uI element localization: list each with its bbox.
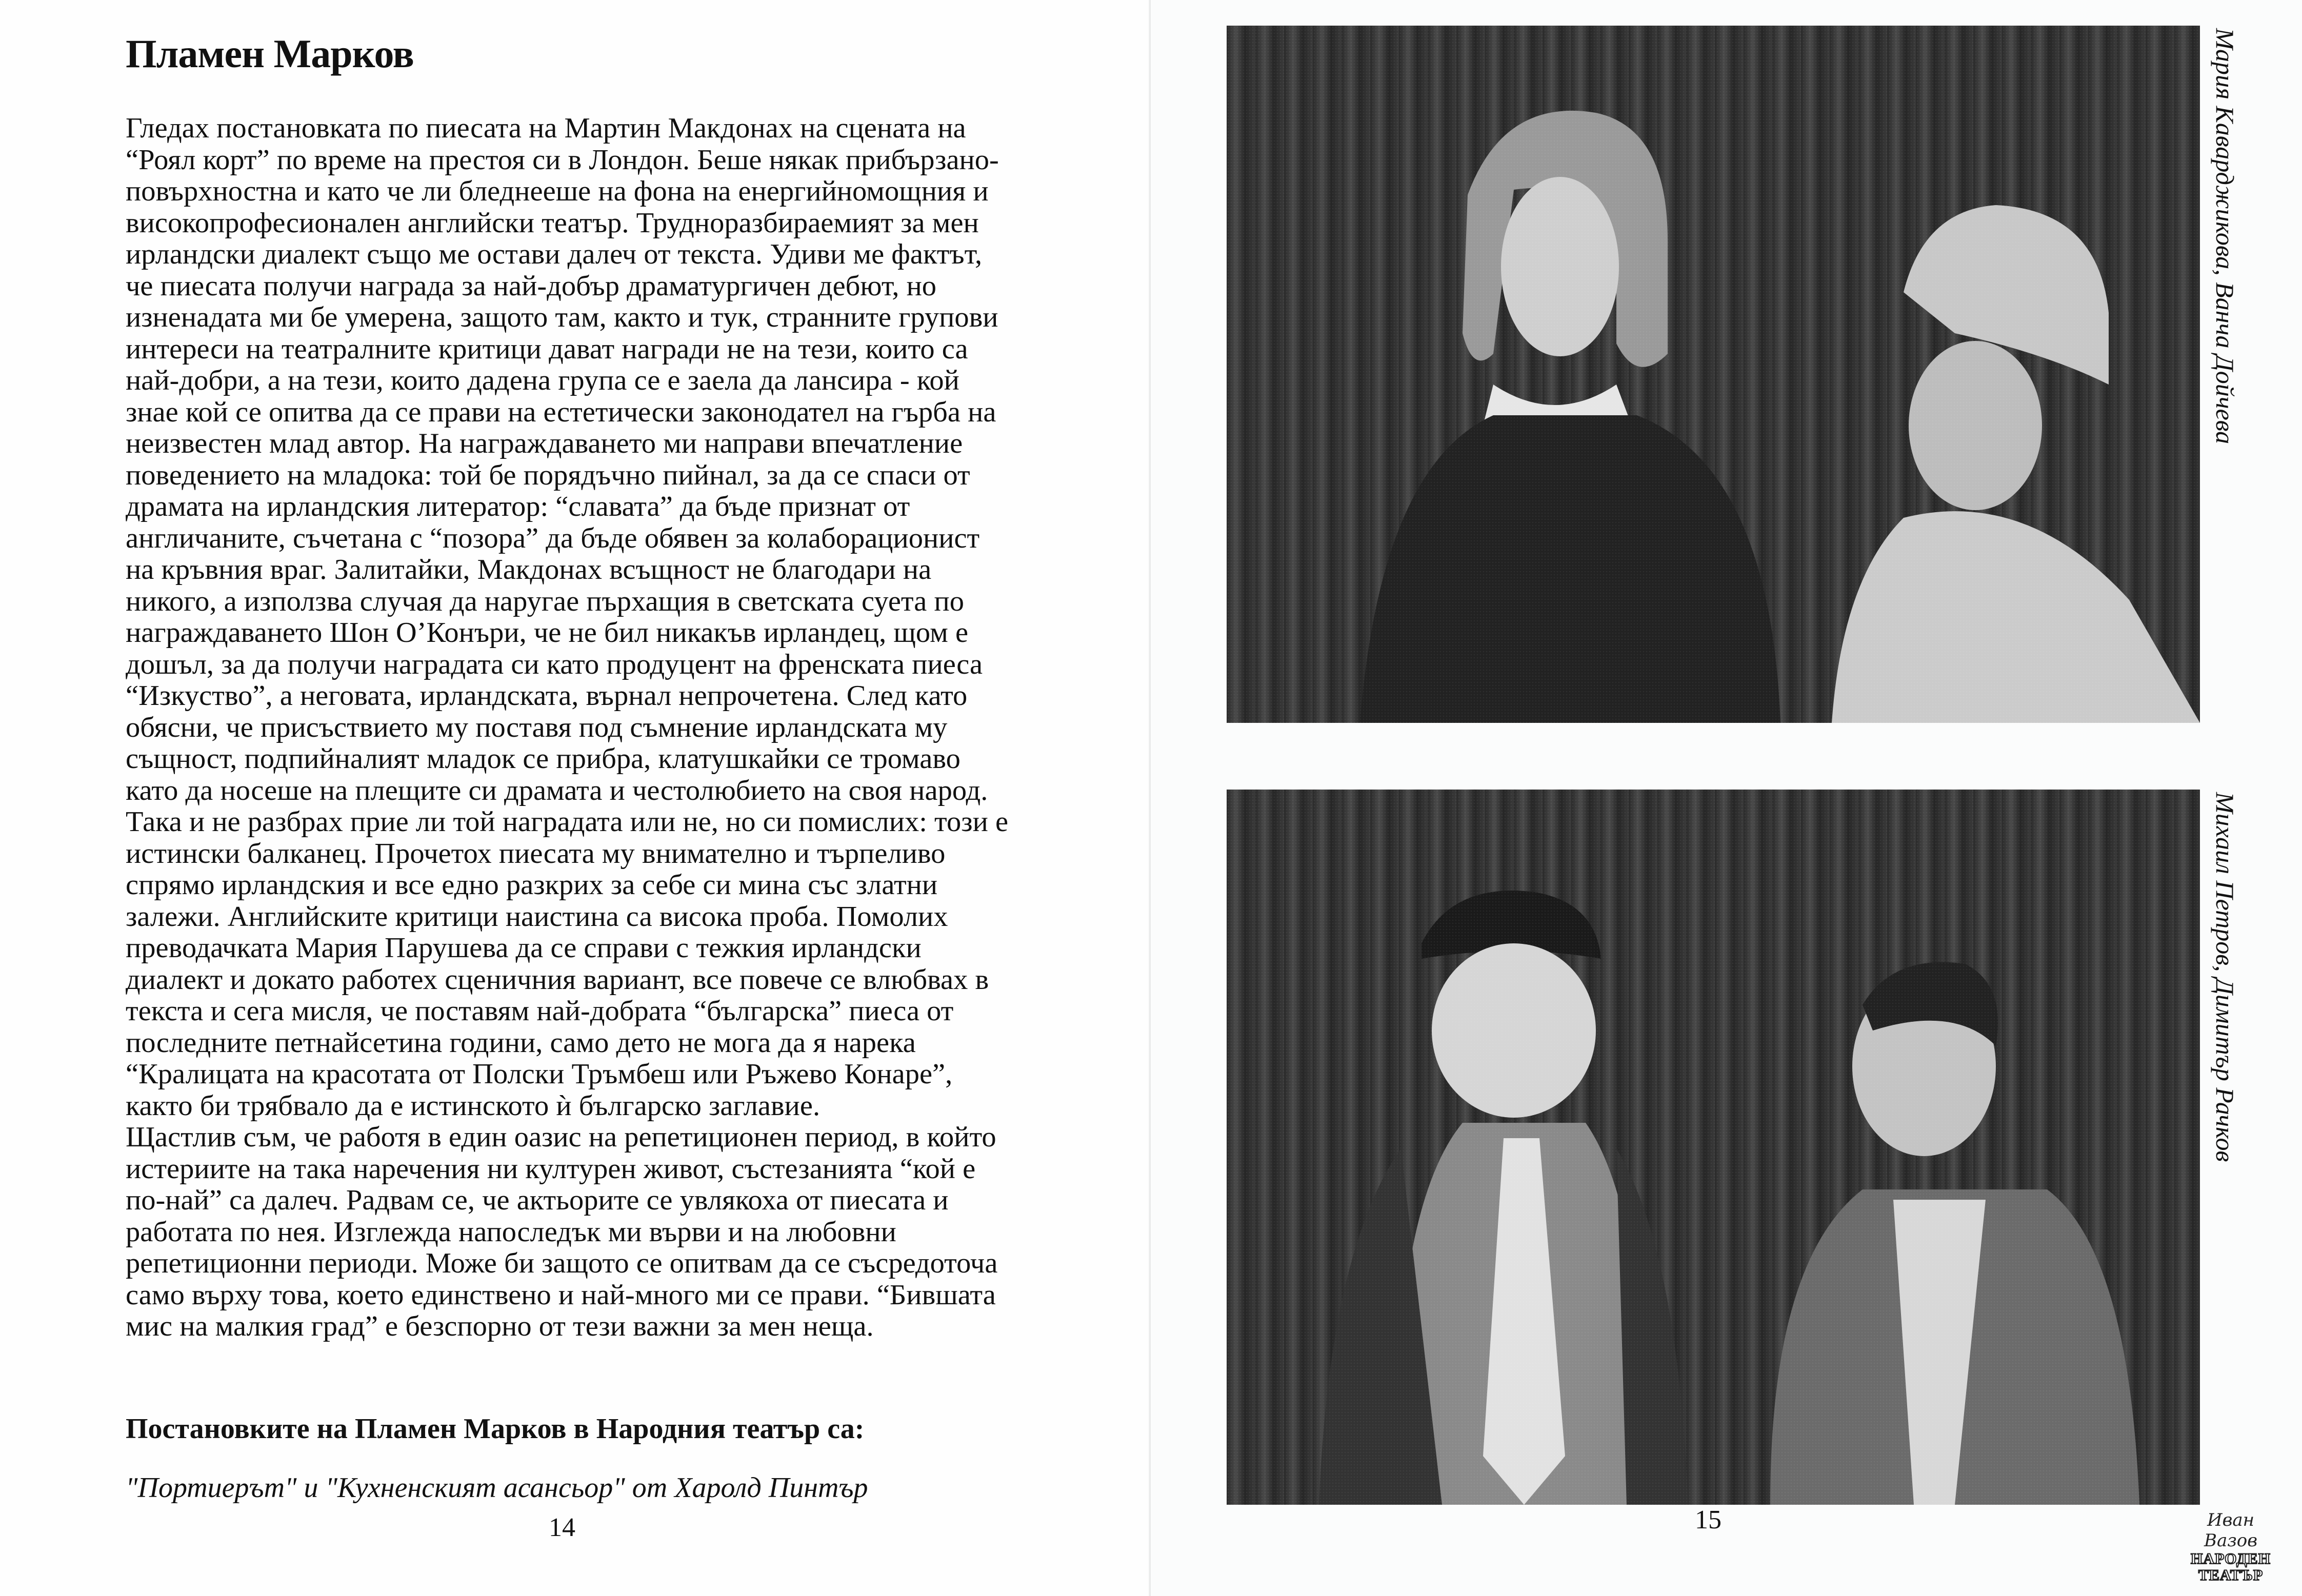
body-line: спрямо ирландския и все едно разкрих за себе си мина със златни [126,869,938,901]
body-line: англичаните, съчетана с “позора” да бъде обявен за колаборационист [126,522,980,554]
body-line: мис на малкия град” е безспорно от тези важни за мен неща. [126,1310,874,1342]
body-line: че пиесата получи награда за най-добър драматургичен дебют, но [126,270,937,302]
body-line: диалект и докато работех сценичния вариант, все повече се влюбвах в [126,963,989,996]
body-line: драмата на ирландския литератор: “славата” да бъде признат от [126,491,910,522]
photo-caption-2: Михаил Петров, Димитър Рачков [2211,792,2239,1162]
body-line: ирландски диалект също ме остави далеч от текста. Удиви ме фактът, [126,238,983,270]
stage-photo-1 [1227,26,2200,723]
body-line: Гледах постановката по пиесата на Мартин Макдонах на сцената на [126,112,966,144]
body-line: истински балканец. Прочетох пиесата му внимателно и търпеливо [126,837,946,870]
body-line: само върху това, което единствено и най-много ми се прави. “Бившата [126,1279,996,1311]
article-title: Пламен Марков [126,31,414,76]
body-line: на кръвния враг. Залитайки, Макдонах всъщност не благодари на [126,554,932,585]
body-line: поведението на младока: той бе порядъчно пийнал, за да се спаси от [126,459,970,491]
body-line: дошъл, за да получи наградата си като продуцент на френската пиеса [126,648,983,680]
body-line: истериите на така наречения ни културен живот, състезанията “кой е [126,1153,976,1185]
halftone-overlay [1227,790,2200,1505]
logo-line-2: ТЕАТЪР [2198,1567,2264,1584]
photo-caption-1: Мария Каварджикова, Ванча Дойчева [2211,28,2239,445]
logo-line-1: НАРОДЕН [2191,1550,2271,1567]
body-line: по-най” са далеч. Радвам се, че актьорите се увлякоха от пиесата и [126,1184,949,1216]
body-line: преводачката Мария Парушева да се справи с тежкия ирландски [126,932,922,964]
body-line: интереси на театралните критици дават награди не на тези, които са [126,333,968,365]
body-line: работата по нея. Изглежда напоследък ми върви и на любовни [126,1216,896,1248]
national-theatre-logo [2187,1510,2274,1584]
body-line: обясни, че присъствието му поставя под съмнение ирландската му [126,711,948,743]
body-line: “Изкуство”, а неговата, ирландската, върнал непрочетена. След като [126,680,968,712]
logo-script-text: Иван Вазов [2204,1510,2258,1551]
body-line: знае кой се опитва да се прави на естетически законодател на гърба на [126,396,996,428]
body-line: текста и сега мисля, че поставям най-добрата “българска” пиеса от [126,995,954,1027]
production-item: "Портиерът" и "Кухненският асансьор" от Харолд Пинтър [126,1472,868,1504]
stage-photo-2 [1227,790,2200,1505]
body-line: залежи. Английските критици наистина са висока проба. Помолих [126,900,948,933]
page-number-left: 14 [549,1513,575,1542]
body-line: “Кралицата на красотата от Полски Тръмбеш или Ръжево Конаре”, [126,1058,953,1090]
body-line: изненадата ми бе умерена, защото там, както и тук, странните групови [126,301,998,333]
body-line: неизвестен млад автор. На награждаването ми направи впечатление [126,428,963,459]
halftone-overlay [1227,26,2200,723]
productions-heading: Постановките на Пламен Марков в Народния театър са: [126,1413,865,1445]
body-line: награждаването Шон О’Конъри, че не бил никакъв ирландец, щом е [126,617,969,649]
body-line: репетиционни периоди. Може би защото се опитвам да се съсредоточа [126,1247,998,1279]
body-line: както би трябвало да е истинското ѝ българско заглавие. [126,1089,820,1122]
body-line: високопрофесионален английски театър. Трудноразбираемият за мен [126,207,979,239]
body-line: никого, а използва случая да наругае пърхащия в светската суета по [126,585,964,617]
body-line: Така и не разбрах прие ли той наградата или не, но си помислих: този е [126,806,1009,838]
body-line: “Роял корт” по време на престоя си в Лондон. Беше някак прибързано- [126,144,999,176]
body-line: повърхностна и като че ли бледнееше на фона на енергийномощния и [126,175,989,207]
article-body [126,113,1090,1343]
body-line: последните петнайсетина години, само дето не мога да я нарека [126,1026,916,1059]
body-line: Щастлив съм, че работя в един оазис на репетиционен период, в който [126,1121,996,1153]
body-line: като да носеше на плещите си драмата и честолюбието на своя народ. [126,774,988,806]
body-line: най-добри, а на тези, които дадена група се е заела да лансира - кой [126,365,959,396]
body-line: същност, подпийналият младок се прибра, клатушкайки се тромаво [126,743,960,775]
page-number-right: 15 [1695,1505,1722,1534]
